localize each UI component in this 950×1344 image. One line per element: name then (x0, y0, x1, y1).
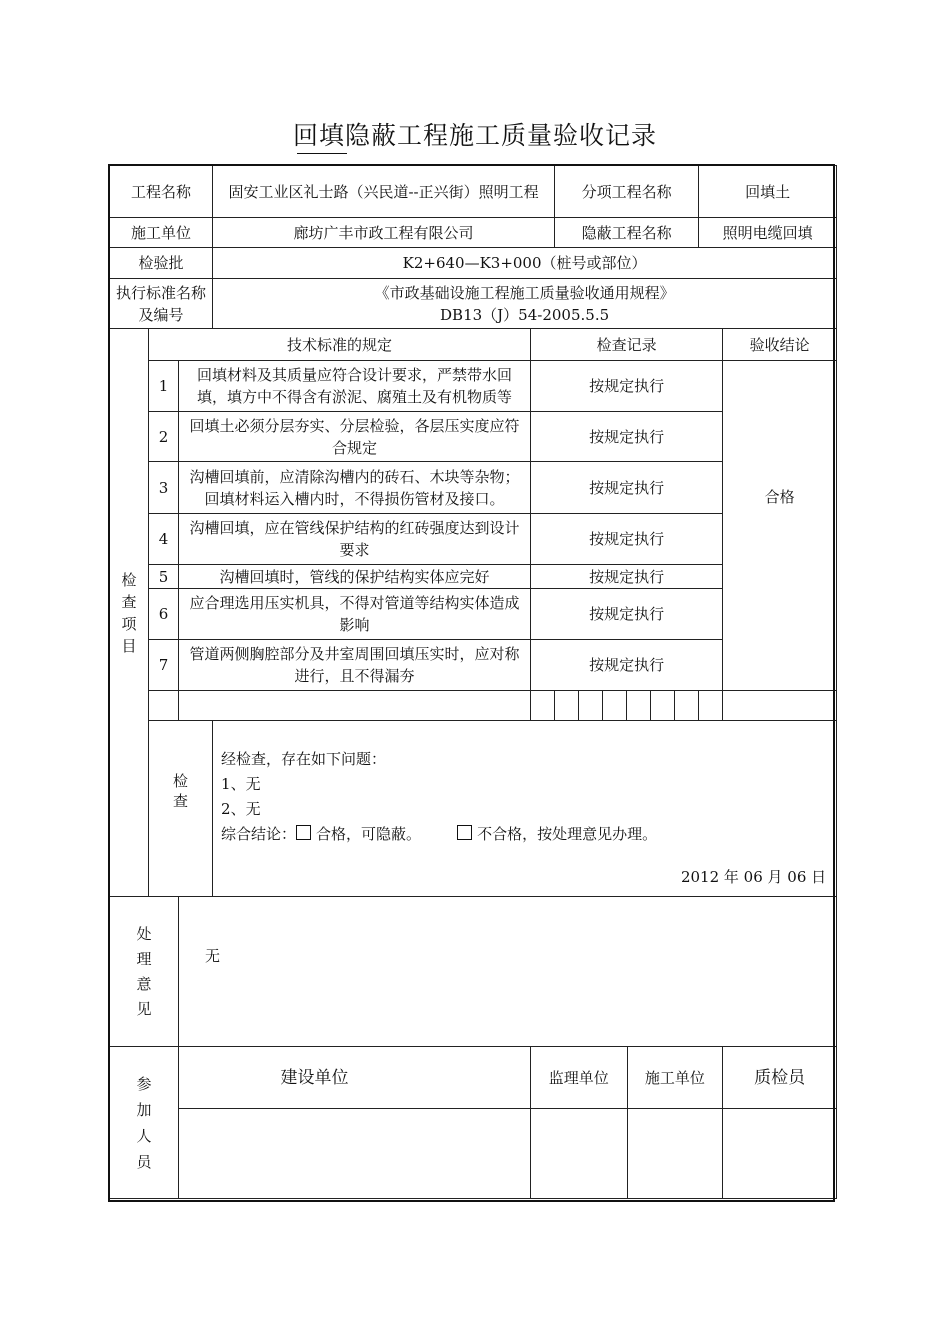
inspection-conclusion: 合格 (723, 361, 837, 691)
project-name-label: 工程名称 (110, 166, 213, 218)
participant-col-inspector: 质检员 (723, 1047, 837, 1109)
participants-side-label: 参加人员 (110, 1047, 179, 1199)
blank-grid-cell (627, 691, 651, 721)
blank-grid-cell (651, 691, 675, 721)
summary-label: 综合结论： (221, 825, 297, 843)
standard-value (213, 279, 837, 329)
inspection-side-label: 检查项目 (110, 329, 149, 897)
item-record: 按规定执行 (531, 412, 723, 462)
page-title: 回填隐蔽工程施工质量验收记录 (292, 121, 657, 150)
item-record: 按规定执行 (531, 361, 723, 412)
blank-grid-cell (531, 691, 555, 721)
blank-grid-cell (699, 691, 723, 721)
standard-label: 执行标准名称及编号 (110, 279, 213, 329)
fail-checkbox[interactable] (457, 825, 472, 840)
item-text: 应合理选用压实机具，不得对管道等结构实体造成影响 (179, 589, 531, 640)
item-record: 按规定执行 (531, 640, 723, 691)
contractor-label: 施工单位 (110, 218, 213, 248)
participant-col-construction: 建设单位 (179, 1047, 531, 1109)
item-no: 7 (149, 640, 179, 691)
handling-content: 无 (179, 897, 837, 1047)
sub-project-value: 回填土 (699, 166, 837, 218)
hidden-work-value: 照明电缆回填 (699, 218, 837, 248)
check-content (213, 721, 837, 897)
item-record: 按规定执行 (531, 565, 723, 589)
standard-line2: DB13（J）54-2005.5.5 (440, 305, 610, 324)
batch-value: K2+640—K3+000（桩号或部位） (213, 248, 837, 279)
check-intro: 经检查，存在如下问题： (221, 750, 387, 768)
blank-grid-cell (675, 691, 699, 721)
participant-col-contractor: 施工单位 (644, 1068, 705, 1087)
check-issue-2: 2、无 (221, 800, 261, 818)
item-record: 按规定执行 (531, 462, 723, 514)
item-no: 1 (149, 361, 179, 412)
participant-sign-middle (531, 1109, 723, 1199)
item-text: 回填土必须分层夯实、分层检验，各层压实度应符合规定 (179, 412, 531, 462)
project-name-value: 固安工业区礼士路（兴民道--正兴街）照明工程 (213, 166, 555, 218)
participant-col-supervision: 监理单位 (531, 1047, 627, 1108)
item-no: 4 (149, 514, 179, 565)
item-no: 3 (149, 462, 179, 514)
blank-grid-cell (555, 691, 579, 721)
item-text: 回填材料及其质量应符合设计要求，严禁带水回填，填方中不得含有淤泥、腐殖土及有机物质等 (179, 361, 531, 412)
item-record: 按规定执行 (531, 514, 723, 565)
item-text: 管道两侧胸腔部分及井室周围回填压实时，应对称进行，且不得漏夯 (179, 640, 531, 691)
handling-side-label: 处理意见 (110, 897, 179, 1047)
col-standard-header: 技术标准的规定 (149, 329, 531, 361)
pass-checkbox[interactable] (296, 825, 311, 840)
fail-option-label: 不合格，按处理意见办理。 (477, 825, 658, 843)
item-text: 沟槽回填时，管线的保护结构实体应完好 (179, 565, 531, 589)
blank-no-cell (149, 691, 179, 721)
item-record: 按规定执行 (531, 589, 723, 640)
participant-sign-contractor (627, 1109, 722, 1198)
standard-line1: 《市政基础设施工程施工质量验收通用规程》 (374, 283, 675, 302)
sub-project-label: 分项工程名称 (555, 166, 699, 218)
hidden-work-label: 隐蔽工程名称 (555, 218, 699, 248)
check-side-label: 检查 (149, 721, 213, 897)
blank-grid-cell (603, 691, 627, 721)
contractor-value: 廊坊广丰市政工程有限公司 (213, 218, 555, 248)
item-text: 沟槽回填前，应清除沟槽内的砖石、木块等杂物；回填材料运入槽内时，不得损伤管材及接口。 (179, 462, 531, 514)
blank-text-cell (179, 691, 531, 721)
participant-sign-construction (179, 1109, 531, 1199)
check-date: 2012 年 06 月 06 日 (680, 868, 827, 886)
check-issue-1: 1、无 (221, 775, 261, 793)
check-summary (221, 822, 828, 847)
item-no: 6 (149, 589, 179, 640)
item-no: 2 (149, 412, 179, 462)
participant-sign-supervision (531, 1109, 627, 1198)
item-text: 沟槽回填，应在管线保护结构的红砖强度达到设计要求 (179, 514, 531, 565)
blank-grid-cell (579, 691, 603, 721)
item-no: 5 (149, 565, 179, 589)
participant-middle (531, 1047, 723, 1109)
pass-option-label: 合格，可隐蔽。 (316, 825, 422, 843)
title-underline (297, 153, 347, 154)
col-record-header: 检查记录 (531, 329, 723, 361)
blank-conclusion-cell (723, 691, 837, 721)
participant-sign-inspector (723, 1109, 837, 1199)
col-conclusion-header: 验收结论 (723, 329, 837, 361)
batch-label: 检验批 (110, 248, 213, 279)
acceptance-form (109, 165, 837, 1199)
